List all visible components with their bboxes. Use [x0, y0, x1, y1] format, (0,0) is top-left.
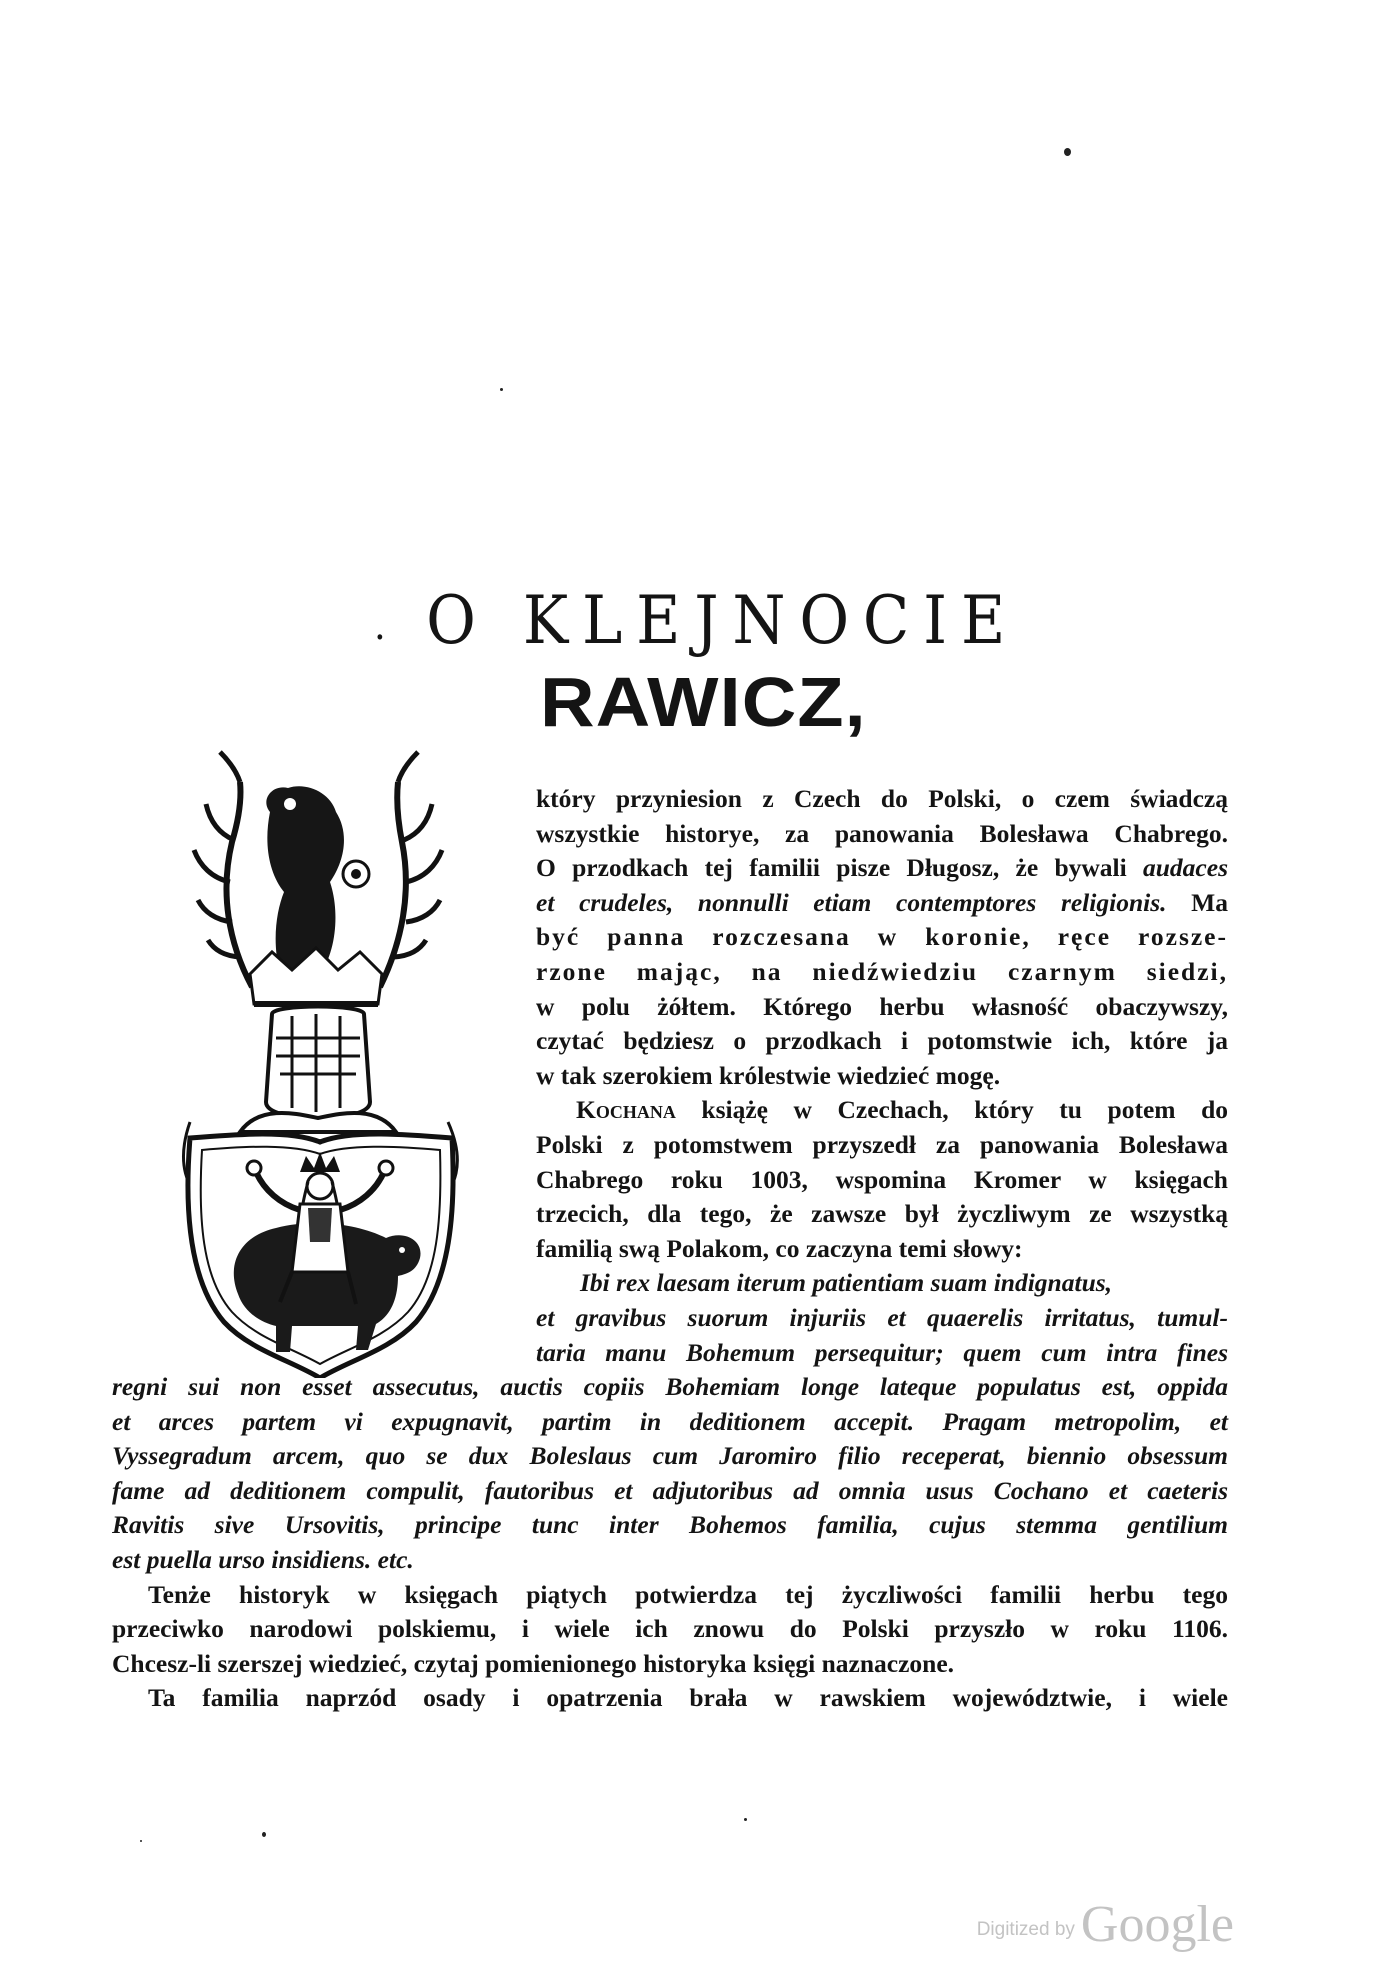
scan-speck [1064, 148, 1071, 156]
paragraph-4 [112, 1681, 1228, 1716]
paragraph-2 [112, 1093, 1228, 1266]
document-body [112, 782, 1228, 1716]
scan-speck [262, 1832, 266, 1837]
latin-quote [112, 1266, 1228, 1577]
text-run: Ma [1166, 887, 1228, 917]
google-logo: Google [1080, 1896, 1234, 1953]
page-subtitle: RAWICZ, [540, 663, 867, 741]
text-line [112, 1093, 1228, 1128]
quote-line: Vyssegradum arcem, quo se dux Boleslaus cum Jaromiro filio receperat, biennio obsessum [112, 1441, 1228, 1471]
text-line: przeciwko narodowi polskiemu, i wiele ich znowu do Polski przyszło w roku 1106. [112, 1614, 1228, 1644]
paragraph-1 [112, 782, 1228, 1093]
quote-line: Ravitis sive Ursovitis, principe tunc inter Bohemos familia, cujus stemma gentilium [112, 1510, 1228, 1540]
quote-line: et gravibus suorum injuriis et quaerelis irritatus, tumul- [536, 1302, 1228, 1332]
quote-line: fame ad deditionem compulit, fautoribus et adjutoribus ad omnia usus Cochano et caeteris [112, 1475, 1228, 1505]
paragraph-3 [112, 1578, 1228, 1682]
text-line: być panna rozczesana w koronie, ręce rozsze- [536, 922, 1228, 952]
title-prefix: . [374, 603, 394, 649]
text-line: Polski z potomstwem przyszedł za panowania Bolesława [536, 1129, 1228, 1159]
quote-line: taria manu Bohemum persequitur; quem cum intra fines [536, 1337, 1228, 1367]
text-line [112, 851, 1228, 886]
scan-speck [744, 1818, 747, 1821]
text-line: Tenże historyk w księgach piątych potwierdza tej życzliwości familii herbu tego [148, 1579, 1228, 1609]
text-line: w tak szerokiem królestwie wiedzieć mogę. [536, 1060, 1001, 1090]
latin-run: audaces [1143, 853, 1228, 883]
text-run: O przodkach tej familii pisze Długosz, że bywali [536, 853, 1143, 883]
quote-line: est puella urso insidiens. etc. [112, 1545, 414, 1575]
page-title [54, 582, 1338, 659]
quote-line: Ibi rex laesam iterum patientiam suam indignatus, [580, 1268, 1113, 1298]
text-line [112, 886, 1228, 921]
quote-line: et arces partem vi expugnavit, partim in deditionem accepit. Pragam metropolim, et [112, 1406, 1228, 1436]
title-text: O KLEJNOCIE [426, 582, 1020, 659]
text-line: Ta familia naprzód osady i opatrzenia brała w rawskiem województwie, i wiele [148, 1683, 1228, 1713]
scan-speck [500, 388, 503, 391]
name-run: Kochana [576, 1095, 676, 1125]
text-line: Chabrego roku 1003, wspomina Kromer w księgach [536, 1164, 1228, 1194]
watermark-prefix: Digitized by [976, 1919, 1075, 1940]
text-run: książę w Czechach, który tu potem do [675, 1095, 1228, 1125]
latin-run: et crudeles, nonnulli etiam contemptores religionis. [536, 887, 1167, 917]
text-line: trzecich, dla tego, że zawsze był życzliwym ze wszystką [536, 1199, 1228, 1229]
text-line: w polu żółtem. Którego herbu własność obaczywszy, [536, 991, 1228, 1021]
text-line: który przyniesion z Czech do Polski, o czem świadczą [536, 784, 1228, 813]
text-line: Chcesz-li szerszej wiedzieć, czytaj pomienionego historyka księgi naznaczone. [112, 1648, 955, 1678]
digitized-by-google-watermark [977, 1895, 1234, 1954]
text-line: familią swą Polakom, co zaczyna temi słowy: [536, 1233, 1023, 1263]
scan-speck [140, 1840, 142, 1842]
text-line: czytać będziesz o przodkach i potomstwie ich, które ja [536, 1026, 1228, 1056]
text-line: wszystkie historye, za panowania Bolesława Chabrego. [536, 818, 1228, 848]
text-line: rzone mając, na niedźwiedziu czarnym siedzi, [536, 956, 1228, 986]
quote-line: regni sui non esset assecutus, auctis copiis Bohemiam longe lateque populatus est, oppida [112, 1372, 1228, 1402]
